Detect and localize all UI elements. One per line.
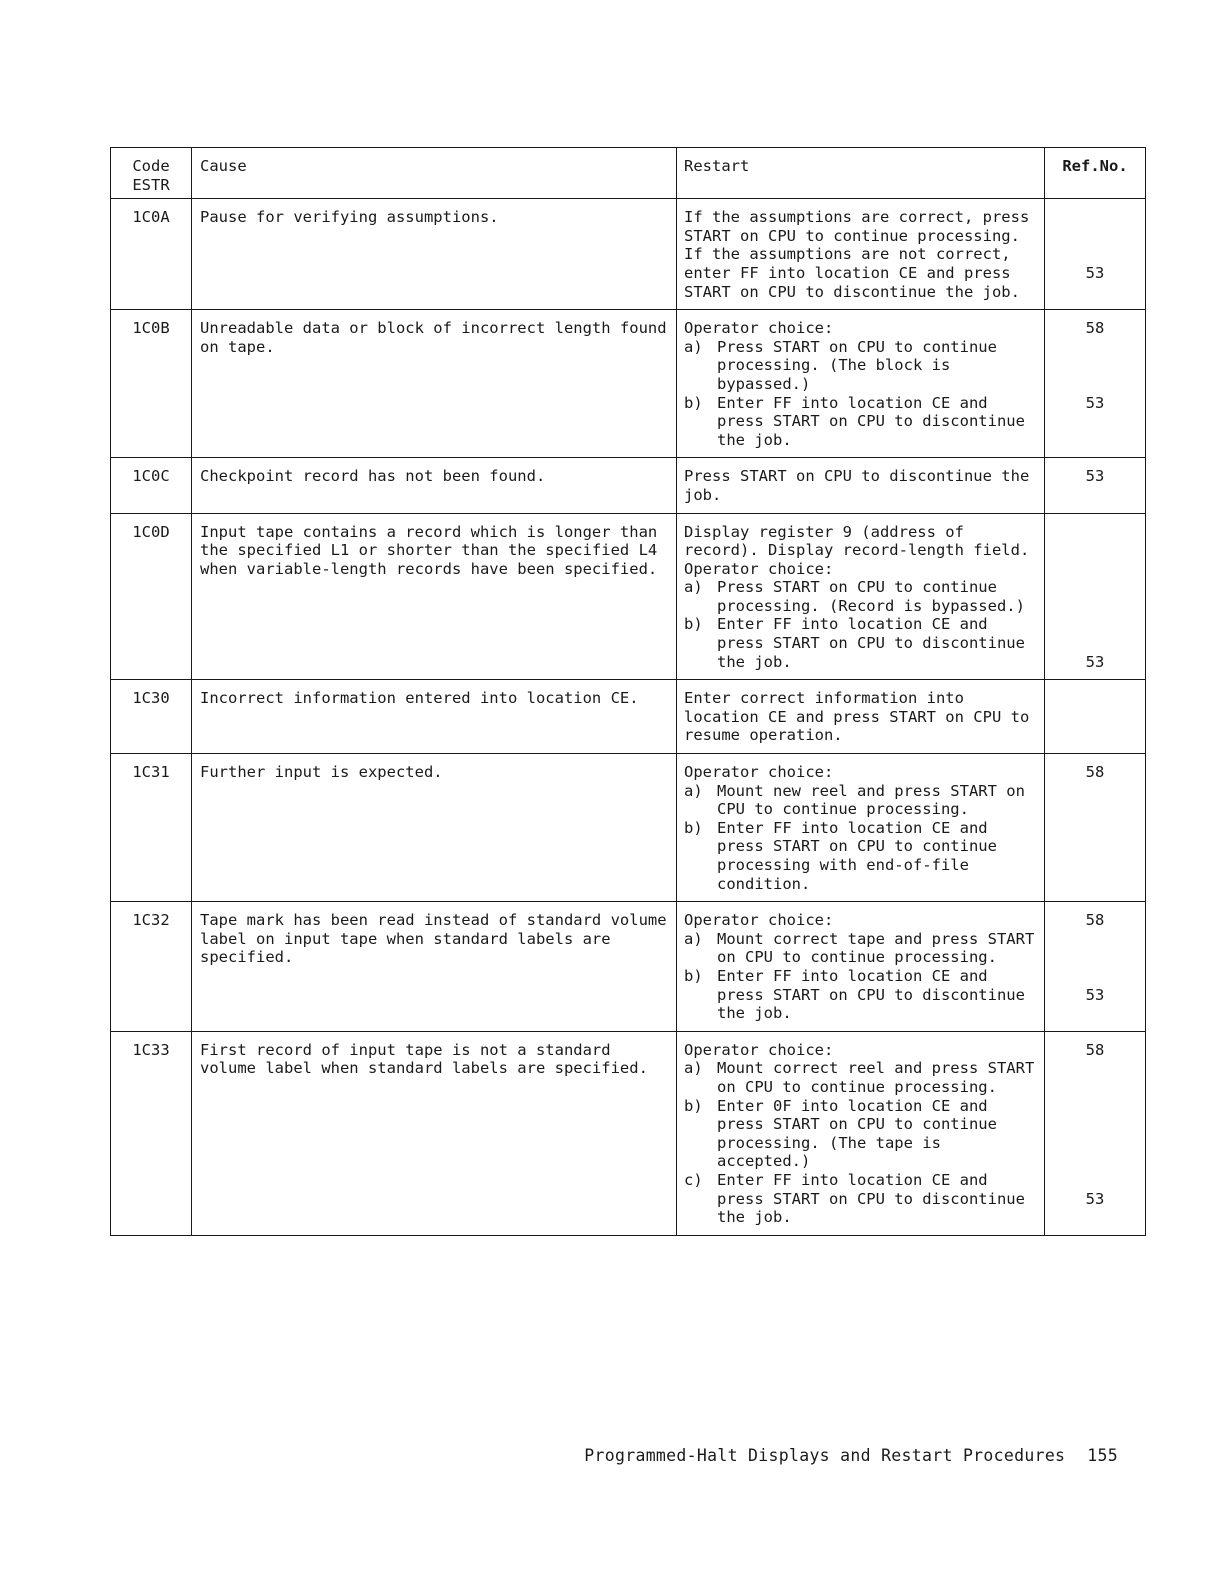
restart-step-text: Mount correct tape and press START on CPU to continue processing. xyxy=(717,929,1044,967)
restart-step-text: Enter FF into location CE and press START on CPU to discontinue the job. xyxy=(717,615,1035,671)
restart-step xyxy=(684,578,1040,615)
table-row xyxy=(111,754,1146,902)
restart-step-label: c) xyxy=(684,1170,703,1189)
restart-step xyxy=(684,615,1040,671)
cause-text: Further input is expected. xyxy=(200,763,443,782)
cause-text: Incorrect information entered into location CE. xyxy=(200,689,639,708)
halt-code: 1C0B xyxy=(111,310,192,458)
ref-cell xyxy=(1045,754,1146,902)
restart-intro: Operator choice: xyxy=(684,1040,834,1059)
restart-step-text: Press START on CPU to continue processing. (Record is bypassed.) xyxy=(717,578,1025,615)
restart-step xyxy=(684,782,1040,819)
ref-cell xyxy=(1045,680,1146,754)
table-row xyxy=(111,513,1146,680)
ref-number: 53 xyxy=(1085,393,1105,412)
header-code-label: Code xyxy=(132,157,170,175)
restart-intro: Operator choice: xyxy=(684,763,834,782)
halt-code: 1C0A xyxy=(111,199,192,310)
ref-number: 53 xyxy=(1085,263,1105,282)
halt-code: 1C0C xyxy=(111,458,192,513)
halt-code: 1C31 xyxy=(111,754,192,902)
cause-text: Input tape contains a record which is longer than the specified L1 or shorter than the specified L4 when variable-length records have been specified. xyxy=(200,522,667,578)
restart-intro: Press START on CPU to discontinue the job. xyxy=(684,467,1039,504)
cause-text: Pause for verifying assumptions. xyxy=(200,208,499,227)
header-restart: Restart xyxy=(677,148,1045,199)
cause-cell xyxy=(192,310,677,458)
cause-cell xyxy=(192,513,677,680)
ref-number: 58 xyxy=(1085,911,1105,930)
restart-intro: Enter correct information into location CE and press START on CPU to resume operation. xyxy=(684,689,1039,745)
ref-cell xyxy=(1045,199,1146,310)
restart-intro: Operator choice: xyxy=(684,319,834,338)
ref-cell xyxy=(1045,902,1146,1032)
ref-number: 58 xyxy=(1085,319,1105,338)
cause-cell xyxy=(192,754,677,902)
restart-step-text: Enter FF into location CE and press START on CPU to discontinue the job. xyxy=(717,1170,1035,1227)
restart-intro: Operator choice: xyxy=(684,911,834,930)
restart-step-text: Mount new reel and press START on CPU to continue processing. xyxy=(717,781,1035,819)
restart-intro: Display register 9 (address of record). Display record-length field. Operator choice: xyxy=(684,522,1039,578)
page-number: 155 xyxy=(1087,1446,1118,1465)
header-code-sublabel: ESTR xyxy=(132,175,170,194)
halt-code: 1C30 xyxy=(111,680,192,754)
ref-number: 58 xyxy=(1085,763,1105,782)
restart-step-label: a) xyxy=(684,578,703,597)
table-body xyxy=(111,199,1146,1236)
restart-cell xyxy=(677,1031,1045,1235)
restart-cell xyxy=(677,902,1045,1032)
header-code xyxy=(111,148,192,199)
ref-number: 53 xyxy=(1085,467,1105,486)
restart-step xyxy=(684,1059,1044,1096)
restart-step-label: b) xyxy=(684,615,703,634)
cause-cell xyxy=(192,680,677,754)
restart-step xyxy=(684,929,1044,967)
restart-cell xyxy=(677,199,1045,310)
restart-step xyxy=(684,967,1040,1023)
restart-step-label: b) xyxy=(684,818,703,837)
restart-step-text: Enter 0F into location CE and press START on CPU to continue processing. (The tape is accepted.) xyxy=(717,1096,1007,1171)
restart-step-text: Press START on CPU to continue processing. (The block is bypassed.) xyxy=(717,337,1007,393)
halt-display-table xyxy=(110,147,1146,1236)
ref-cell xyxy=(1045,513,1146,680)
footer-title: Programmed-Halt Displays and Restart Procedures xyxy=(584,1446,1066,1465)
table-header-row xyxy=(111,148,1146,199)
ref-number: 53 xyxy=(1085,1189,1105,1208)
table-row xyxy=(111,1031,1146,1235)
header-ref xyxy=(1045,148,1146,199)
restart-step-text: Enter FF into location CE and press START on CPU to continue processing with end-of-file condition. xyxy=(717,818,1007,893)
table-row xyxy=(111,680,1146,754)
restart-intro: If the assumptions are correct, press START on CPU to continue processing. If the assumptions are not correct, enter FF into location CE and press START on CPU to discontinue the job. xyxy=(684,208,1039,301)
restart-step-text: Enter FF into location CE and press START on CPU to discontinue the job. xyxy=(717,393,1035,449)
cause-cell xyxy=(192,199,677,310)
table-row xyxy=(111,310,1146,458)
restart-step-text: Mount correct reel and press START on CPU to continue processing. xyxy=(717,1059,1044,1096)
restart-step xyxy=(684,819,1040,893)
restart-step xyxy=(684,394,1040,450)
restart-cell xyxy=(677,513,1045,680)
table-row xyxy=(111,902,1146,1032)
restart-step xyxy=(684,338,1040,394)
halt-code: 1C33 xyxy=(111,1031,192,1235)
ref-cell xyxy=(1045,310,1146,458)
restart-step-label: a) xyxy=(684,1059,703,1078)
cause-text: Unreadable data or block of incorrect length found on tape. xyxy=(200,319,676,356)
restart-step xyxy=(684,1097,1040,1171)
cause-cell xyxy=(192,1031,677,1235)
restart-step-label: b) xyxy=(684,1096,703,1115)
restart-step-label: a) xyxy=(684,337,703,356)
halt-code: 1C0D xyxy=(111,513,192,680)
halt-code: 1C32 xyxy=(111,902,192,1032)
cause-text: Tape mark has been read instead of standard volume label on input tape when standard labels are specified. xyxy=(200,911,676,967)
ref-cell xyxy=(1045,458,1146,513)
restart-cell xyxy=(677,458,1045,513)
restart-step-text: Enter FF into location CE and press START on CPU to discontinue the job. xyxy=(717,966,1035,1023)
table-row xyxy=(111,199,1146,310)
cause-text: First record of input tape is not a standard volume label when standard labels are specified. xyxy=(200,1040,648,1078)
header-cause: Cause xyxy=(192,148,677,199)
restart-step-label: b) xyxy=(684,966,703,985)
ref-number: 58 xyxy=(1085,1040,1105,1059)
restart-cell xyxy=(677,680,1045,754)
ref-number: 53 xyxy=(1085,985,1105,1004)
restart-step-label: a) xyxy=(684,929,703,948)
restart-cell xyxy=(677,754,1045,902)
table-row xyxy=(111,458,1146,513)
cause-cell xyxy=(192,902,677,1032)
cause-cell xyxy=(192,458,677,513)
restart-step-label: a) xyxy=(684,781,703,800)
ref-cell xyxy=(1045,1031,1146,1235)
restart-step xyxy=(684,1171,1040,1227)
restart-cell xyxy=(677,310,1045,458)
page-footer xyxy=(584,1446,1118,1465)
ref-number: 53 xyxy=(1085,652,1105,671)
header-ref-label: Ref.No. xyxy=(1062,157,1128,175)
restart-step-label: b) xyxy=(684,393,703,412)
cause-text: Checkpoint record has not been found. xyxy=(200,467,546,486)
